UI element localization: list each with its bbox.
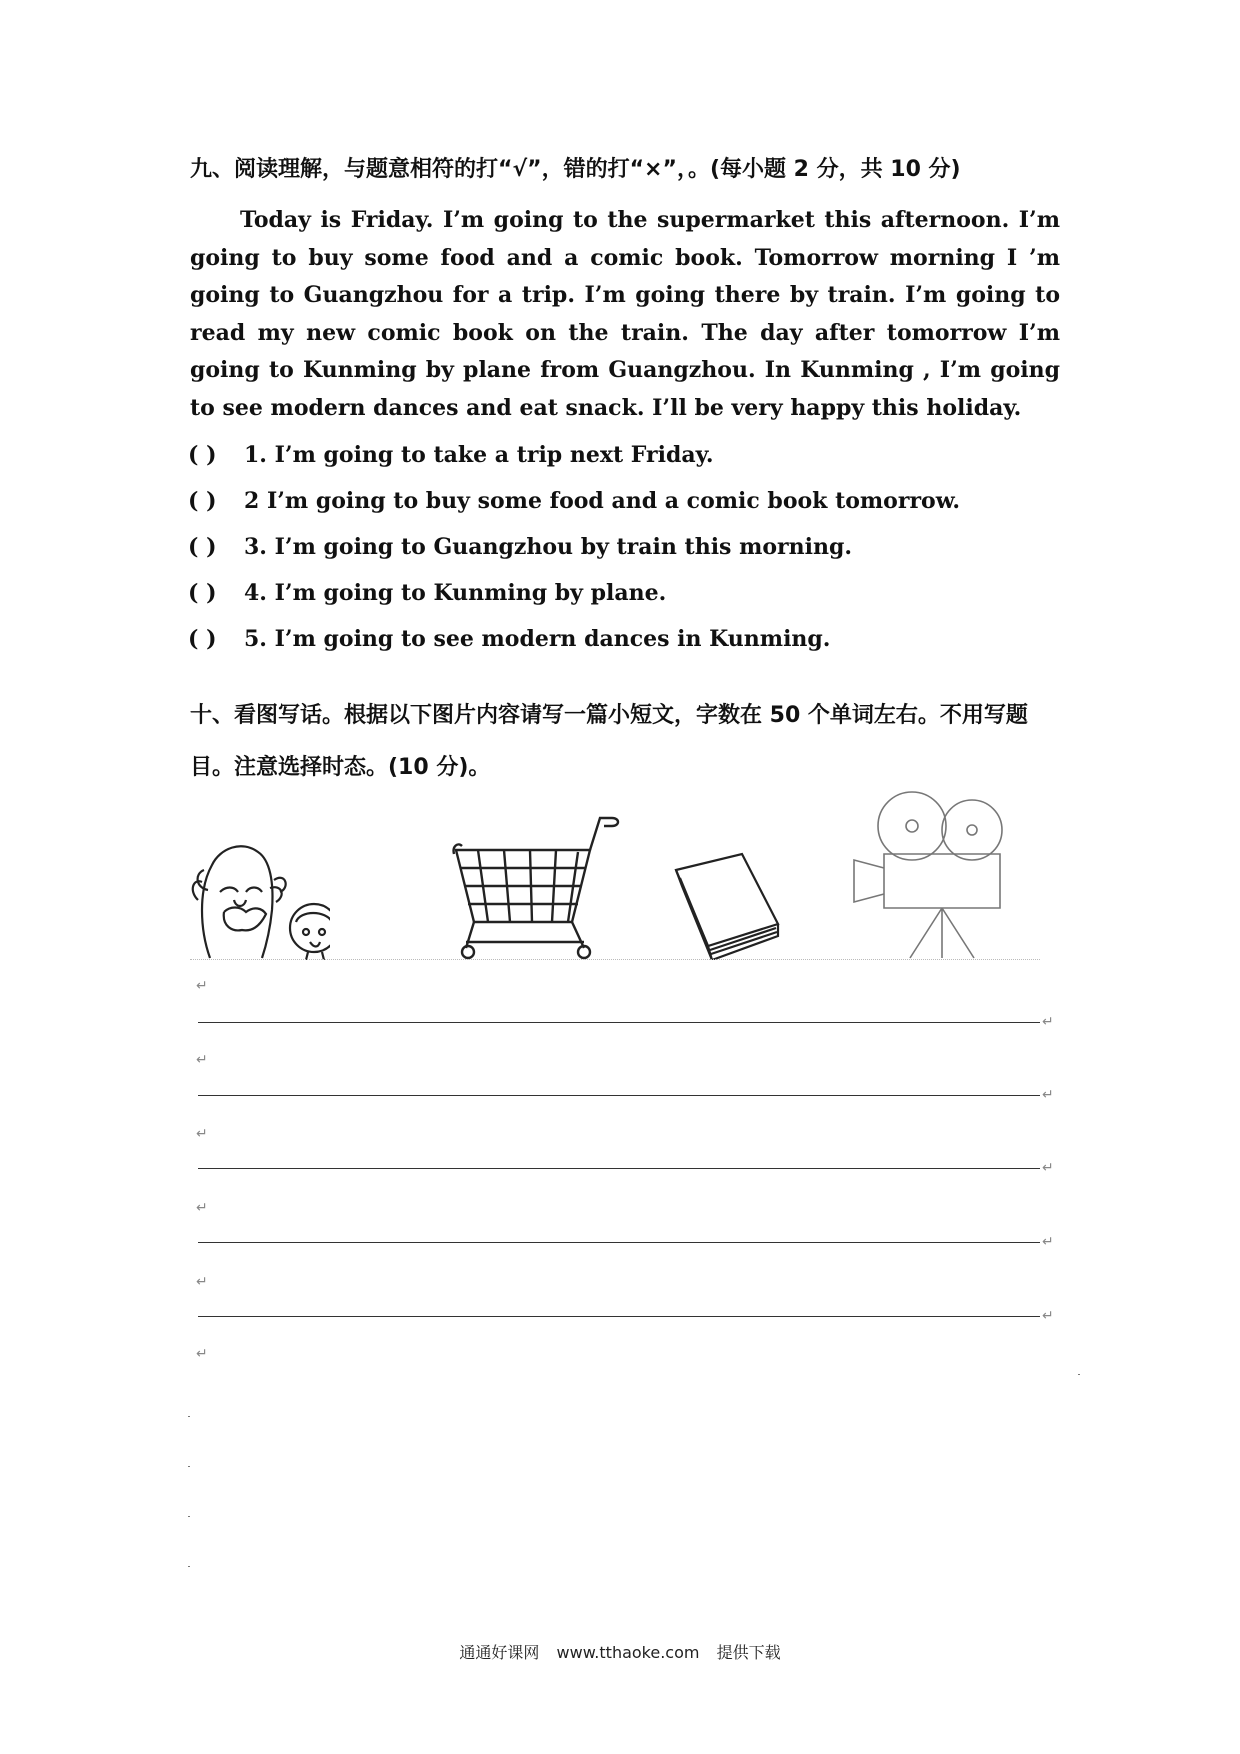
footer-site-name: 通通好课网	[459, 1643, 540, 1662]
reading-passage: Today is Friday. I’m going to the supermarket this afternoon. I’m going to buy some food and a comic book. Tomorrow morning I ’m going to Guangzhou for a trip. I’m going there by train. I’m going to read my new comic book on the train. The day after tomorrow I’m going to Kunming by plane from Guangzhou. In Kunming , I’m going to see modern dances and eat snack. I’ll be very happy this holiday.	[190, 207, 1060, 421]
answer-paren[interactable]: ( )	[188, 534, 217, 560]
speck	[188, 1516, 190, 1517]
question-text: 3. I’m going to Guangzhou by train this morning.	[244, 534, 853, 560]
writing-line-1[interactable]	[198, 1022, 1040, 1023]
writing-line-2[interactable]	[198, 1095, 1040, 1096]
question-text: 1. I’m going to take a trip next Friday.	[244, 442, 714, 468]
paragraph-mark: ↵	[196, 1200, 208, 1216]
question-1	[188, 440, 1068, 470]
speck	[188, 1566, 190, 1567]
shopping-cart-icon	[452, 810, 622, 960]
answer-paren[interactable]: ( )	[188, 580, 217, 606]
answer-paren[interactable]: ( )	[188, 488, 217, 514]
paragraph-mark: ↵	[1042, 1234, 1054, 1250]
grandparents-icon	[190, 830, 330, 960]
question-4	[188, 578, 1068, 608]
footer-url[interactable]: www.tthaoke.com	[556, 1643, 700, 1662]
paragraph-mark: ↵	[196, 978, 208, 994]
footer-suffix: 提供下载	[716, 1643, 781, 1662]
question-2	[188, 486, 1068, 516]
paragraph-mark: ↵	[196, 1126, 208, 1142]
question-text: 5. I’m going to see modern dances in Kunming.	[244, 626, 831, 652]
section-10-title: 十、看图写话。根据以下图片内容请写一篇小短文，字数在 50 个单词左右。不用写题目。注意选择时态。(10 分)。	[190, 703, 1028, 780]
question-5	[188, 624, 1068, 654]
writing-line-4[interactable]	[198, 1242, 1040, 1243]
section-9-title: 九、阅读理解，与题意相符的打“√”，错的打“×”，。(每小题 2 分，共 10 分)	[190, 157, 961, 182]
movie-camera-icon	[850, 790, 1030, 960]
question-3	[188, 532, 1068, 562]
answer-paren[interactable]: ( )	[188, 626, 217, 652]
speck	[188, 1466, 190, 1467]
paragraph-mark: ↵	[1042, 1160, 1054, 1176]
writing-line-5[interactable]	[198, 1316, 1040, 1317]
paragraph-mark: ↵	[196, 1346, 208, 1362]
paragraph-mark: ↵	[1042, 1308, 1054, 1324]
speck	[1078, 1374, 1080, 1375]
paragraph-mark: ↵	[1042, 1087, 1054, 1103]
picture-prompts	[190, 790, 1040, 960]
paragraph-mark: ↵	[196, 1274, 208, 1290]
book-icon	[672, 850, 792, 960]
paragraph-mark: ↵	[196, 1052, 208, 1068]
paragraph-mark: ↵	[1042, 1014, 1054, 1030]
picture-dotted-baseline	[190, 953, 1040, 960]
question-text: 4. I’m going to Kunming by plane.	[244, 580, 667, 606]
speck	[188, 1416, 190, 1417]
answer-paren[interactable]: ( )	[188, 442, 217, 468]
writing-line-3[interactable]	[198, 1168, 1040, 1169]
footer	[0, 1640, 1240, 1663]
question-text: 2 I’m going to buy some food and a comic book tomorrow.	[244, 488, 961, 514]
